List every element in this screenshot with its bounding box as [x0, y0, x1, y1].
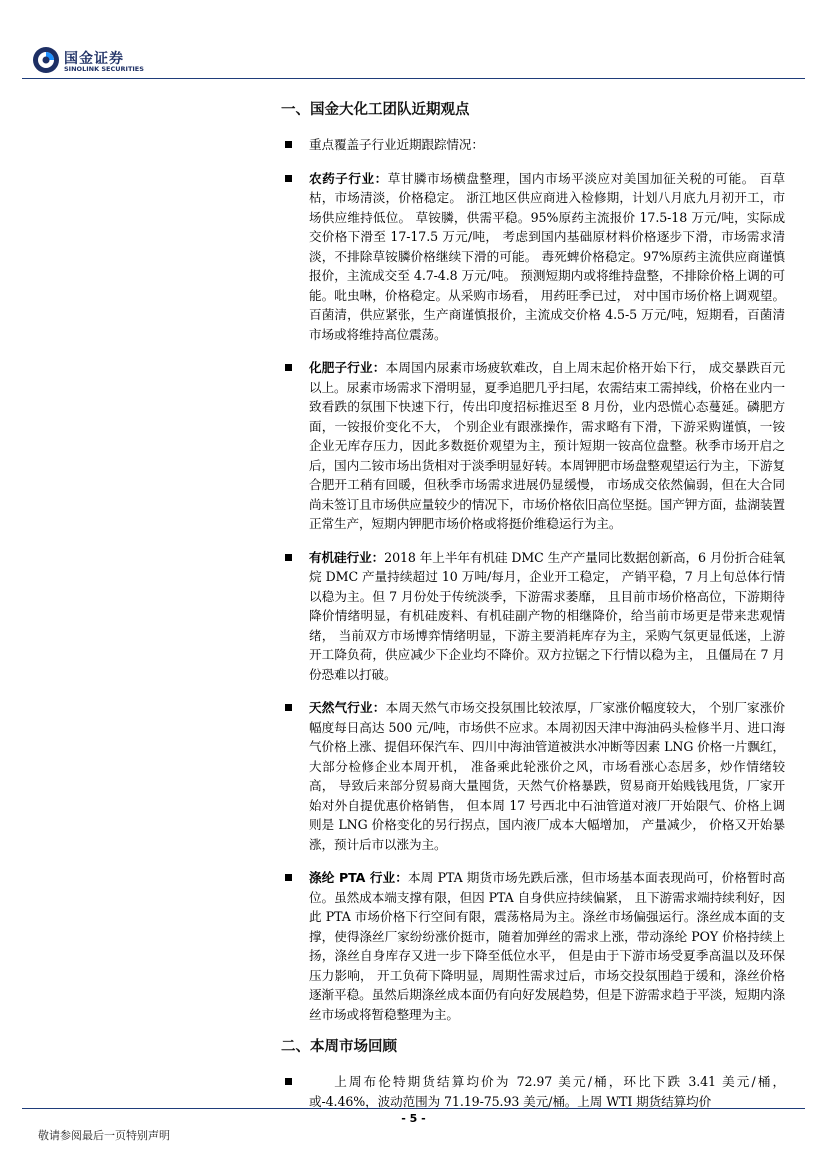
list-item-pesticide	[285, 169, 785, 345]
bullet-icon	[285, 141, 292, 148]
section-2-title: 二、本周市场回顾	[281, 1039, 397, 1055]
list-item-natural-gas	[285, 698, 785, 854]
paragraph	[309, 169, 785, 345]
item-keyword: 天然气行业：	[309, 700, 386, 715]
sinolink-logo	[32, 46, 162, 76]
page-number: - 5 -	[401, 1112, 426, 1125]
bullet-icon	[285, 1078, 292, 1085]
paragraph	[309, 868, 785, 1024]
bullet-icon	[285, 874, 292, 881]
header-divider	[22, 78, 805, 79]
market-review-text: 上周布伦特期货结算均价为 72.97 美元/桶，环比下跌 3.41 美元/桶，或-4.46%，波动范围为 71.19-75.93 美元/桶。上周 WTI 期货结算均价	[309, 1074, 785, 1109]
list-item-fertilizer	[285, 358, 785, 534]
section-1-title: 一、国金大化工团队近期观点	[281, 102, 470, 118]
paragraph	[309, 548, 785, 685]
bullet-icon	[285, 175, 292, 182]
paragraph	[309, 358, 785, 534]
list-item-pta	[285, 868, 785, 1024]
intro-text: 重点覆盖子行业近期跟踪情况：	[309, 137, 484, 152]
report-body	[281, 99, 786, 1111]
item-text: 本周 PTA 期货市场先跌后涨，但市场基本面表现尚可，价格暂时高位。虽然成本端支撑有限，但因 PTA 自身供应持续偏紧， 且下游需求端持续利好，因此 PTA 市场价格下行空间有限，震荡格局为主。涤丝市场偏强运行。涤丝成本面的支撑，使得涤丝厂家纷纷涨价挺市，随着加弹丝的需求上涨，带动涤纶 POY 价格持续上扬，涤丝自身库存又进一步下降至低位水平， 但是由于下游市场受夏季高温以及环保压力影响， 开工负荷下降明显，周期性需求过后，市场交投氛围趋于缓和，涤丝价格逐渐平稳。虽然后期涤丝成本面仍有向好发展趋势，但是下游需求趋于平淡，短期内涤丝市场或将暂稳整理为主。	[309, 870, 786, 1022]
item-text: 本周国内尿素市场疲软难改，自上周末起价格开始下行， 成交暴跌百元以上。尿素市场需求下滑明显，夏季追肥几乎扫尾，农需结束工需掉线，价格在业内一致看跌的氛围下快速下行，传出印度招标推迟至 8 月份，业内恐慌心态蔓延。磷肥方面，一铵报价变化不大， 个别企业有跟涨操作，需求略有下滑，下游采购谨慎，一铵企业无库存压力，因此多数挺价观望为主，预计短期一铵高位盘整。秋季市场开启之后，国内二铵市场出货相对于淡季明显好转。本周钾肥市场盘整观望运行为主，下游复合肥开工稍有回暖，但秋季市场需求进展仍显缓慢， 市场成交依然偏弱，但在大合同尚未签订且市场供应量较少的情况下，市场价格依旧高位坚挺。国产钾方面，盐湖装置正常生产，短期内钾肥市场价格或将挺价维稳运行为主。	[309, 360, 785, 531]
item-keyword: 有机硅行业：	[309, 549, 385, 565]
bullet-icon	[285, 554, 292, 561]
page-header	[0, 0, 827, 80]
list-item-silicone	[285, 548, 785, 685]
logo-chinese-text: 国金证券	[64, 51, 124, 67]
market-review-item	[285, 1072, 785, 1111]
item-text: 草甘膦市场横盘整理，国内市场平淡应对美国加征关税的可能。 百草枯，市场清淡，价格稳定。 浙江地区供应商进入检修期，计划八月底九月初开工，市场供应维持低位。 草铵膦，供需平稳。95%原药主流报价 17.5-18 万元/吨，实际成交价格下滑至 17-17.5 万元/吨， 考虑到国内基础原材料价格逐步下滑，市场需求清淡，不排除草铵膦价格继续下滑的可能。 毒死蜱价格稳定。97%原药主流供应商谨慎报价，主流成交至 4.7-4.8 万元/吨。 预测短期内或将维持盘整，不排除价格上调的可能。吡虫啉，价格稳定。从采购市场看， 用药旺季已过， 对中国市场价格上调观望。百菌清，供应紧张，生产商谨慎报价，主流成交价格 4.5-5 万元/吨，短期看，百菌清市场或将维持高位震荡。	[309, 170, 785, 342]
footer-divider	[22, 1108, 805, 1109]
item-keyword: 化肥子行业：	[309, 360, 386, 375]
paragraph	[309, 698, 785, 854]
intro-item	[285, 135, 785, 155]
item-text: 2018 年上半年有机硅 DMC 生产产量同比数据创新高，6 月份折合硅氧烷 DMC 产量持续超过 10 万吨/每月，企业开工稳定， 产销平稳，7 月上旬总体行情以稳为主。但 7 月份处于传统淡季，下游需求萎靡， 且目前市场价格高位，下游期待降价情绪明显，有机硅废料、有机硅副产物的相继降价，给当前市场更是带来悲观情绪， 当前双方市场博弈情绪明显，下游主要消耗库存为主，采购气氛更显低迷，上游开工降负荷，供应减少下企业均不降价。双方拉锯之下行情以稳为主， 且僵局在 7 月份恐难以打破。	[309, 549, 785, 682]
item-keyword: 涤纶 PTA 行业：	[309, 870, 409, 885]
sinolink-logo-icon	[32, 46, 60, 74]
bullet-icon	[285, 364, 292, 371]
footer-disclaimer: 敬请参阅最后一页特别声明	[38, 1129, 170, 1142]
logo-english-text: SINOLINK SECURITIES	[64, 65, 144, 73]
item-text: 本周天然气市场交投氛围比较浓厚，厂家涨价幅度较大， 个别厂家涨价幅度每日高达 500 元/吨，市场供不应求。本周初因天津中海油码头检修半月、进口海气价格上涨、提倡环保汽车、四川中海油管道被洪水冲断等因素 LNG 价格一片飘红， 大部分检修企业本周开机， 准备乘此轮涨价之风，市场看涨心态居多，炒作情绪较高， 导致后来部分贸易商大量囤货，天然气价格暴跌，贸易商开始贱钱甩货，厂家开始对外自提优惠价格销售， 但本周 17 号西北中石油管道对液厂开始限气、价格上调则是 LNG 价格变化的另行拐点，国内液厂成本大幅增加， 产量减少， 价格又开始暴涨，预计后市以涨为主。	[309, 700, 785, 852]
bullet-icon	[285, 704, 292, 711]
item-keyword: 农药子行业：	[309, 170, 388, 186]
